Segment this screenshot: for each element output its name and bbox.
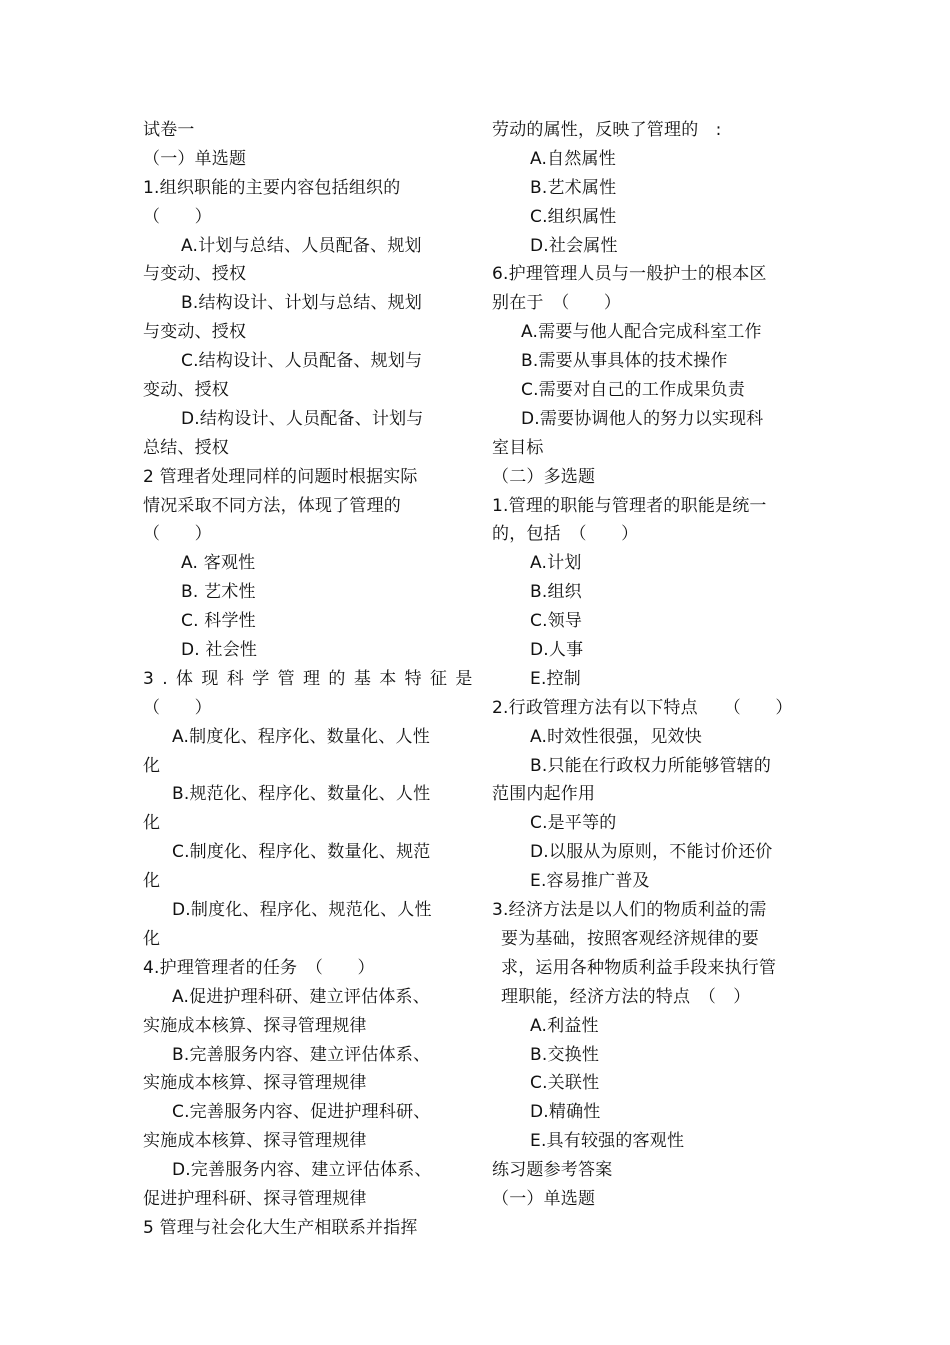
text-line: 实施成本核算、探寻管理规律 (143, 1015, 367, 1036)
text-line: 1.管理的职能与管理者的职能是统一 (492, 495, 767, 516)
text-line: D.需要协调他人的努力以实现科 (521, 408, 764, 429)
text-line: A.时效性很强，见效快 (530, 726, 702, 747)
text-line: C. 科学性 (181, 611, 256, 632)
text-line: D.完善服务内容、建立评估体系、 (172, 1160, 432, 1181)
text-line: 2.行政管理方法有以下特点 （ ） (492, 697, 793, 718)
text-line: A.利益性 (530, 1015, 599, 1036)
right-column (492, 116, 792, 1214)
text-line: A.制度化、程序化、数量化、人性 (172, 726, 430, 747)
text-line: C.组织属性 (530, 206, 617, 227)
text-line: E.具有较强的客观性 (530, 1131, 685, 1152)
text-line: （二）多选题 (492, 466, 596, 487)
text-line: B.完善服务内容、建立评估体系、 (172, 1044, 431, 1065)
text-line: E.控制 (530, 668, 581, 689)
text-line: 1.组织职能的主要内容包括组织的 (143, 177, 401, 198)
text-line: C.需要对自己的工作成果负责 (521, 380, 746, 401)
text-line: C.结构设计、人员配备、规划与 (181, 351, 423, 372)
text-line: E.容易推广普及 (530, 871, 650, 892)
text-line: D.以服从为原则，不能讨价还价 (530, 842, 773, 863)
text-line: 总结、授权 (143, 437, 229, 458)
text-line: 别在于 （ ） (492, 293, 622, 314)
text-line: 化 (143, 928, 161, 949)
text-line: 要为基础，按照客观经济规律的要 (501, 928, 759, 949)
text-line: D.精确性 (530, 1102, 601, 1123)
text-line: A.自然属性 (530, 148, 616, 169)
text-line: （ ） (143, 206, 212, 227)
text-line: D. 社会性 (181, 640, 258, 661)
text-line: （ ） (143, 524, 212, 545)
text-line: 求，运用各种物质利益手段来执行管 (501, 957, 777, 978)
text-line: D.制度化、程序化、规范化、人性 (172, 900, 432, 921)
text-line: 4.护理管理者的任务 （ ） (143, 957, 375, 978)
text-line: 2 管理者处理同样的问题时根据实际 (143, 466, 418, 487)
text-line: 试卷一 (143, 120, 195, 140)
text-line: （一）单选题 (492, 1188, 596, 1209)
text-line: 情况采取不同方法，体现了管理的 (143, 495, 401, 516)
text-line: D.社会属性 (530, 235, 618, 256)
text-line: C.关联性 (530, 1073, 600, 1094)
text-line: B.组织 (530, 582, 582, 603)
text-line: D.人事 (530, 640, 584, 661)
text-line: 实施成本核算、探寻管理规律 (143, 1073, 367, 1094)
text-line: B.结构设计、计划与总结、规划 (181, 293, 423, 314)
text-line: （一）单选题 (143, 148, 247, 169)
text-line: 化 (143, 813, 161, 834)
text-line: B. 艺术性 (181, 582, 256, 603)
text-line: A.促进护理科研、建立评估体系、 (172, 986, 430, 1007)
text-line: 练习题参考答案 (492, 1160, 613, 1181)
text-line: C.完善服务内容、促进护理科研、 (172, 1102, 431, 1123)
text-line: C.是平等的 (530, 813, 617, 834)
text-line: A.需要与他人配合完成科室工作 (521, 322, 762, 343)
text-line: A.计划与总结、人员配备、规划 (181, 235, 422, 256)
text-line: D.结构设计、人员配备、计划与 (181, 408, 424, 429)
text-line: B.只能在行政权力所能够管辖的 (530, 755, 772, 776)
left-column (143, 116, 481, 1243)
text-line: 范围内起作用 (492, 784, 596, 805)
text-line: C.制度化、程序化、数量化、规范 (172, 842, 431, 863)
text-line: C.领导 (530, 611, 583, 632)
text-line: 3.体现科学管理的基本特征是 (143, 668, 481, 689)
text-line: 化 (143, 755, 161, 776)
text-line: 室目标 (492, 437, 544, 458)
text-line: （ ） (143, 697, 212, 718)
text-line: A. 客观性 (181, 553, 256, 574)
text-line: B.艺术属性 (530, 177, 617, 198)
text-line: 与变动、授权 (143, 322, 247, 343)
text-line: B.需要从事具体的技术操作 (521, 351, 728, 372)
text-line: 的，包括 （ ） (492, 524, 639, 545)
text-line: 劳动的属性，反映了管理的 : (492, 120, 722, 140)
text-line: 3.经济方法是以人们的物质利益的需 (492, 900, 767, 921)
text-line: A.计划 (530, 553, 582, 574)
text-line: 与变动、授权 (143, 264, 247, 285)
text-line: 5 管理与社会化大生产相联系并指挥 (143, 1217, 418, 1238)
text-line: B.规范化、程序化、数量化、人性 (172, 784, 431, 805)
text-line: B.交换性 (530, 1044, 600, 1065)
text-line: 促进护理科研、探寻管理规律 (143, 1188, 367, 1209)
text-line: 6.护理管理人员与一般护士的根本区 (492, 264, 767, 285)
text-line: 实施成本核算、探寻管理规律 (143, 1131, 367, 1152)
text-line: 变动、授权 (143, 380, 229, 401)
text-line: 理职能，经济方法的特点 （ ） (501, 986, 751, 1007)
text-line: 化 (143, 871, 161, 892)
